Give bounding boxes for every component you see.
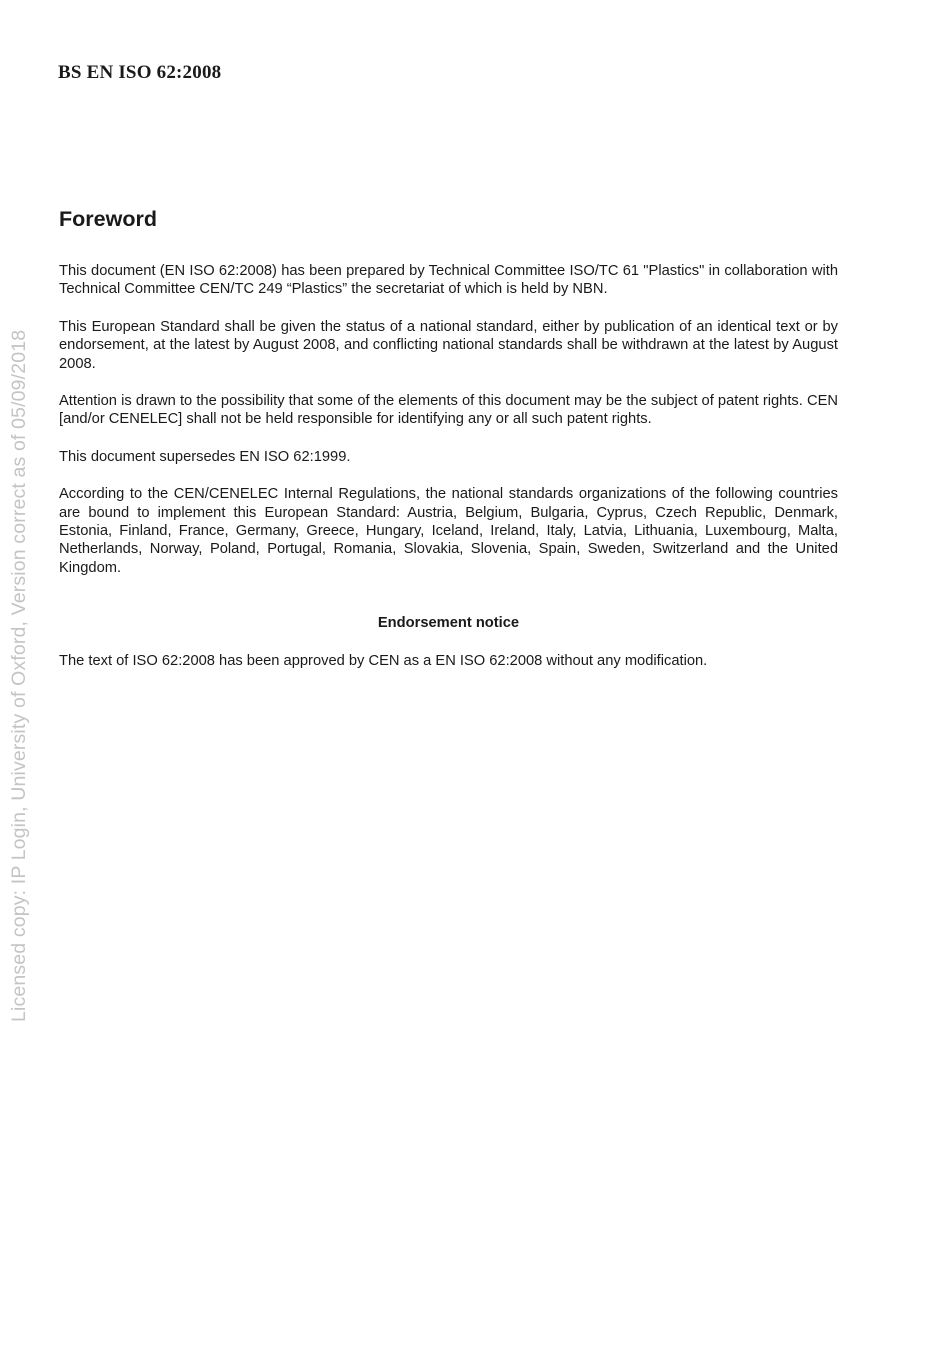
foreword-paragraph-patent-rights: Attention is drawn to the possibility that some of the elements of this document may be the subject of patent rights. CEN [and/or CENELEC] shall not be held responsible for identifying any or all such patent rights. [59, 393, 838, 428]
foreword-section [59, 204, 838, 689]
foreword-paragraph-supersedes: This document supersedes EN ISO 62:1999. [59, 448, 351, 465]
license-watermark: Licensed copy: IP Login, University of Oxford, Version correct as of 05/09/2018 [8, 329, 30, 1022]
foreword-paragraph-countries: According to the CEN/CENELEC Internal Regulations, the national standards organizations of the following countries are bound to implement this European Standard: Austria, Belgium, Bulgaria, Cyprus, Czech Republic, Denmark, Estonia, Finland, France, Germany, Greece, Hungary, Iceland, Ireland, Italy, Latvia, Lithuania, Luxembourg, Malta, Netherlands, Norway, Poland, Portugal, Romania, Slovakia, Slovenia, Spain, Sweden, Switzerland and the United Kingdom. [59, 486, 838, 576]
endorsement-notice-heading: Endorsement notice [377, 615, 520, 632]
foreword-title: Foreword [59, 207, 157, 231]
foreword-paragraph-prepared-by: This document (EN ISO 62:2008) has been prepared by Technical Committee ISO/TC 61 "Plastics" in collaboration with Technical Committee CEN/TC 249 “Plastics” the secretariat of which is held by NBN. [59, 263, 838, 298]
endorsement-notice-text: The text of ISO 62:2008 has been approved by CEN as a EN ISO 62:2008 without any modification. [59, 652, 708, 669]
standard-number-header: BS EN ISO 62:2008 [58, 62, 222, 83]
foreword-paragraph-status: This European Standard shall be given the status of a national standard, either by publication of an identical text or by endorsement, at the latest by August 2008, and conflicting national standards shall be withdrawn at the latest by August 2008. [59, 318, 838, 372]
